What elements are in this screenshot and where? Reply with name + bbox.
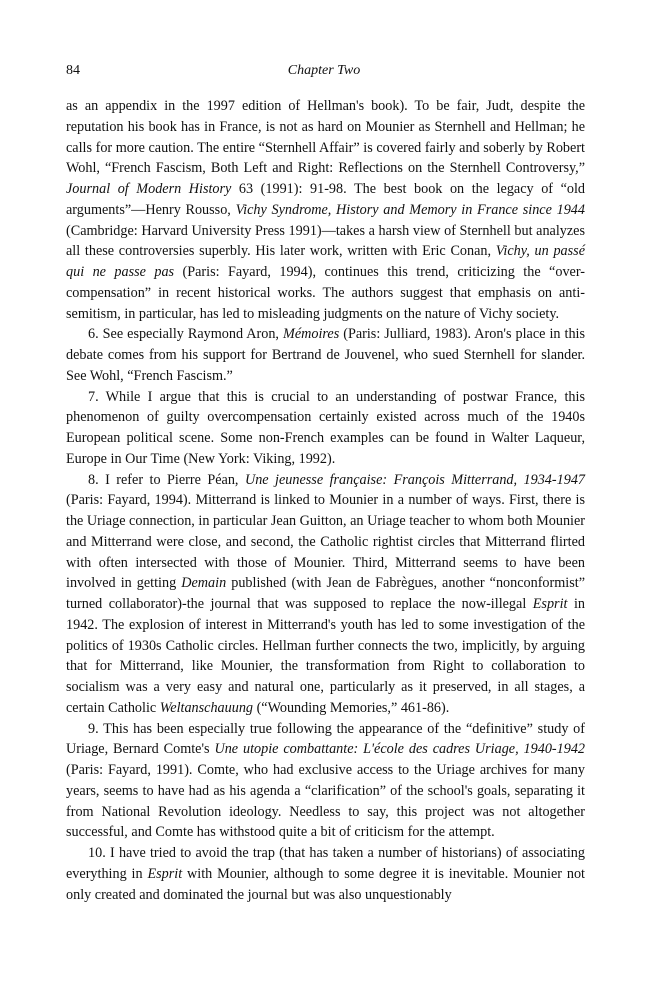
note-text: 10. I have tried to avoid the trap (that has taken a number of historians) of associating everything in xyxy=(66,845,585,882)
italic-title-text: Vichy, un passé qui ne passe pas xyxy=(66,243,585,280)
endnote-paragraph xyxy=(66,324,585,386)
note-text: in 1942. The explosion of interest in Mitterrand's youth has led to some investigation of the politics of 1930s Catholic circles. Hellman further connects the two, implicitly, by arguing that for Mitterrand, like Mounier, the transformation from Right to collaboration to socialism was a very easy and natural one, particularly as it preserved, in all stages, a certain Catholic xyxy=(66,596,585,716)
note-text: (Cambridge: Harvard University Press 1991)—takes a harsh view of Sternhell but analyzes all these controversies superbly. His later work, written with Eric Conan, xyxy=(66,222,585,260)
running-head: Chapter Two xyxy=(287,63,361,78)
page-header xyxy=(66,63,582,81)
note-text: 7. While I argue that this is crucial to an understanding of postwar France, this phenomenon of guilty overcompensation certainly existed across much of the 1940s European political scene. Some non-French examples can be found in Walter Laqueur, Europe in Our Time (New York: Viking, 1992). xyxy=(66,388,585,467)
continued-note-paragraph xyxy=(66,96,585,324)
note-text: 8. I refer to Pierre Péan, xyxy=(88,471,245,488)
endnote-paragraph xyxy=(66,843,585,905)
italic-title-text: Esprit xyxy=(147,865,183,882)
note-text: (Paris: Fayard, 1994). Mitterrand is linked to Mounier in a number of ways. First, there is the Uriage connection, in particular Jean Guitton, an Uriage teacher to whom both Mounier and Mitterrand were close, and second, the Catholic rightist circles that Mitterrand flirted with often intersected with those of Mounier. Third, Mitterrand seems to have been involved in getting xyxy=(66,492,585,592)
endnote-paragraph xyxy=(66,719,585,844)
endnote-paragraph xyxy=(66,470,585,719)
note-text: 63 (1991): 91-98. The best book on the legacy of “old arguments”—Henry Rousso, xyxy=(66,181,585,218)
italic-title-text: Une jeunesse française: François Mitterrand, 1934-1947 xyxy=(244,471,586,488)
italic-title-text: Weltanschauung xyxy=(159,699,254,716)
note-text: (“Wounding Memories,” 461-86). xyxy=(253,699,450,716)
italic-title-text: Journal of Modern History xyxy=(66,181,232,197)
italic-title-text: Demain xyxy=(181,575,227,592)
italic-title-text: Mémoires xyxy=(283,326,340,343)
italic-title-text: Vichy Syndrome, History and Memory in France since 1944 xyxy=(235,201,585,218)
note-text: (Paris: Fayard, 1994), continues this trend, criticizing the “over-compensation” in recent historical works. The authors suggest that emphasis on anti-semitism, in particular, has led to misleading judgments on the nature of Vichy society. xyxy=(66,264,585,322)
italic-title-text: Esprit xyxy=(532,596,568,612)
note-text: 6. See especially Raymond Aron, xyxy=(88,326,283,343)
note-text: with Mounier, although to some degree it is inevitable. Mounier not only created and dominated the journal but was also unquestionably xyxy=(66,865,585,903)
endnote-paragraph xyxy=(66,387,585,470)
note-text: (Paris: Julliard, 1983). Aron's place in this debate comes from his support for Bertrand de Jouvenel, who sued Sternhell for slander. See Wohl, “French Fascism.” xyxy=(66,326,585,384)
note-text: as an appendix in the 1997 edition of Hellman's book). To be fair, Judt, despite the reputation his book has in France, is not as hard on Mounier as Sternhell and Hellman; he calls for more caution. The entire “Sternhell Affair” is covered fairly and soberly by Robert Wohl, “French Fascism, Both Left and Right: Reflections on the Sternhell Controversy,” xyxy=(66,98,585,177)
italic-title-text: Une utopie combattante: L'école des cadres Uriage, 1940-1942 xyxy=(214,741,586,758)
note-text: (Paris: Fayard, 1991). Comte, who had exclusive access to the Uriage archives for many years, seems to have had as his agenda a “clarification” of the school's goals, separating it from National Revolution ideology. Needless to say, this project was not altogether successful, and Comte has withstood quite a bit of criticism for the attempt. xyxy=(66,762,585,841)
endnotes-body xyxy=(66,96,585,905)
page-number: 84 xyxy=(66,63,80,78)
note-text: published (with Jean de Fabrègues, another “nonconformist” turned collaborator)-the journal that was supposed to replace the now-illegal xyxy=(66,575,585,612)
note-text: 9. This has been especially true following the appearance of the “definitive” study of Uriage, Bernard Comte's xyxy=(66,720,585,758)
